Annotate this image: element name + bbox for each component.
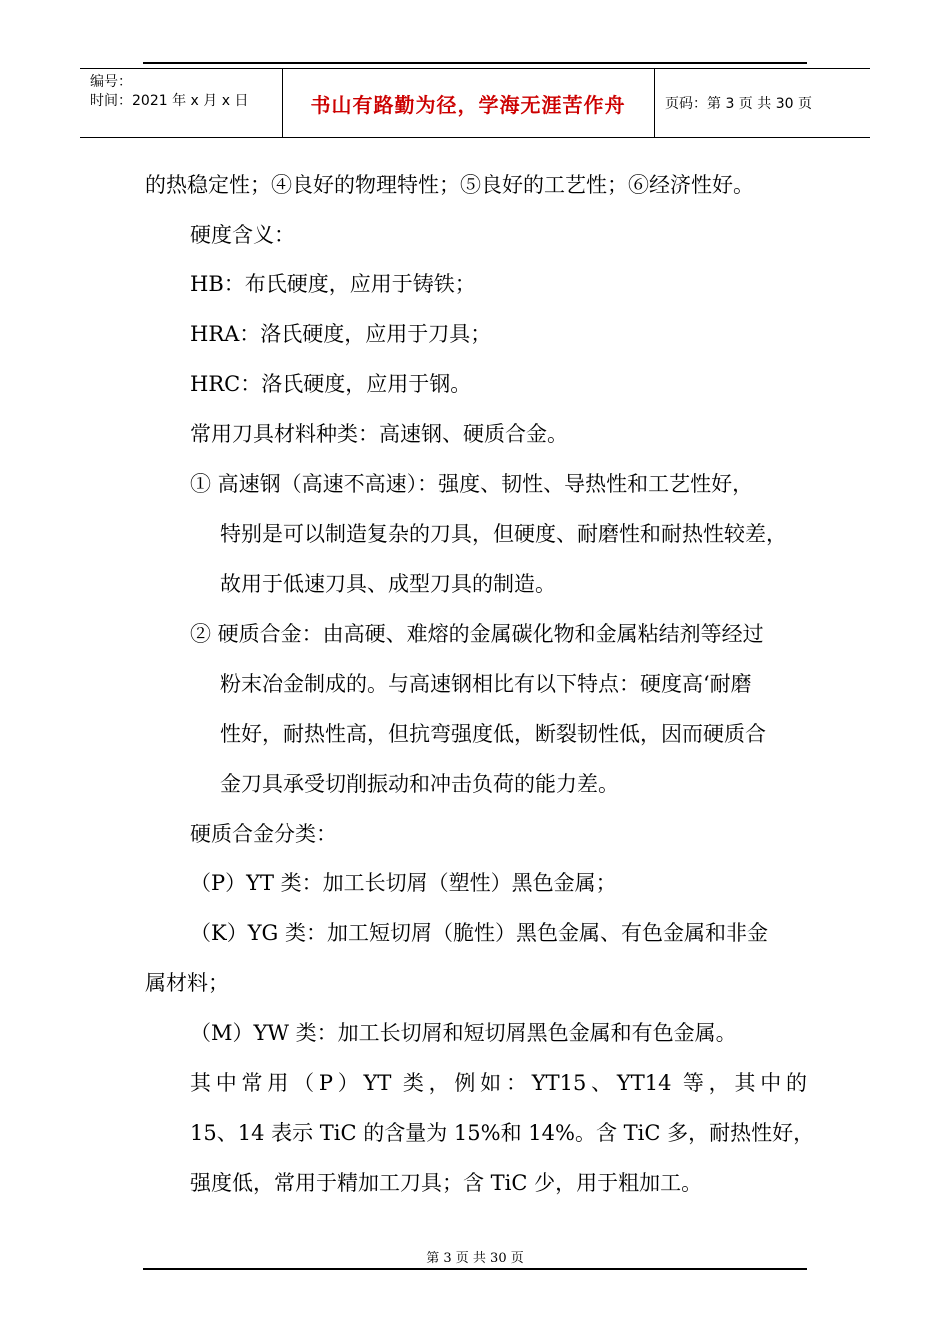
list-item-hard-alloy: ② 硬质合金：由高硬、难熔的金属碳化物和金属粘结剂等经过 [190,622,764,646]
text-line: 特别是可以制造复杂的刀具，但硬度、耐磨性和耐热性较差， [220,522,787,546]
text-line: 粉末冶金制成的。与高速钢相比有以下特点：硬度高‘耐磨 [220,672,752,696]
text-line: 的热稳定性；④良好的物理特性；⑤良好的工艺性；⑥经济性好。 [145,173,754,197]
text-line: HRC：洛氏硬度，应用于钢。 [190,372,472,396]
text-line: （M）YW 类：加工长切屑和短切屑黑色金属和有色金属。 [190,1021,737,1045]
text-line: 常用刀具材料种类：高速钢、硬质合金。 [190,422,568,446]
page-header [80,68,870,138]
top-rule [143,62,807,64]
header-page-cell [655,69,880,137]
text-line: 其中常用（P）YT 类，例如：YT15、YT14 等，其中的 [190,1071,807,1095]
text-line: 故用于低速刀具、成型刀具的制造。 [220,572,556,596]
text-line: （K）YG 类：加工短切屑（脆性）黑色金属、有色金属和非金 [190,921,769,945]
list-item-high-speed-steel: ① 高速钢（高速不高速）：强度、韧性、导热性和工艺性好， [190,472,754,496]
text-line: 15、14 表示 TiC 的含量为 15%和 14%。含 TiC 多，耐热性好， [190,1121,815,1145]
header-motto: 书山有路勤为径，学海无涯苦作舟 [310,92,626,117]
header-motto-cell [282,69,655,137]
text-line: 属材料； [145,971,229,995]
header-page-info: 页码：第 3 页 共 30 页 [665,96,812,112]
text-line: 金刀具承受切削振动和冲击负荷的能力差。 [220,772,619,796]
document-number-label: 编号： [90,74,132,90]
text-line: HRA：洛氏硬度，应用于刀具； [190,322,492,346]
footer-page-number: 第 3 页 共 30 页 [426,1251,524,1266]
text-line: 强度低，常用于精加工刀具；含 TiC 少，用于粗加工。 [190,1171,703,1195]
bottom-rule [143,1268,807,1270]
text-line: 性好，耐热性高，但抗弯强度低，断裂韧性低，因而硬质合 [220,722,766,746]
header-left-cell [80,69,283,137]
text-line: HB：布氏硬度，应用于铸铁； [190,272,476,296]
text-line: 硬质合金分类： [190,822,337,846]
text-line: 硬度含义： [190,223,295,247]
document-date: 时间：2021 年 x 月 x 日 [90,93,249,109]
text-line: （P）YT 类：加工长切屑（塑性）黑色金属； [190,871,617,895]
